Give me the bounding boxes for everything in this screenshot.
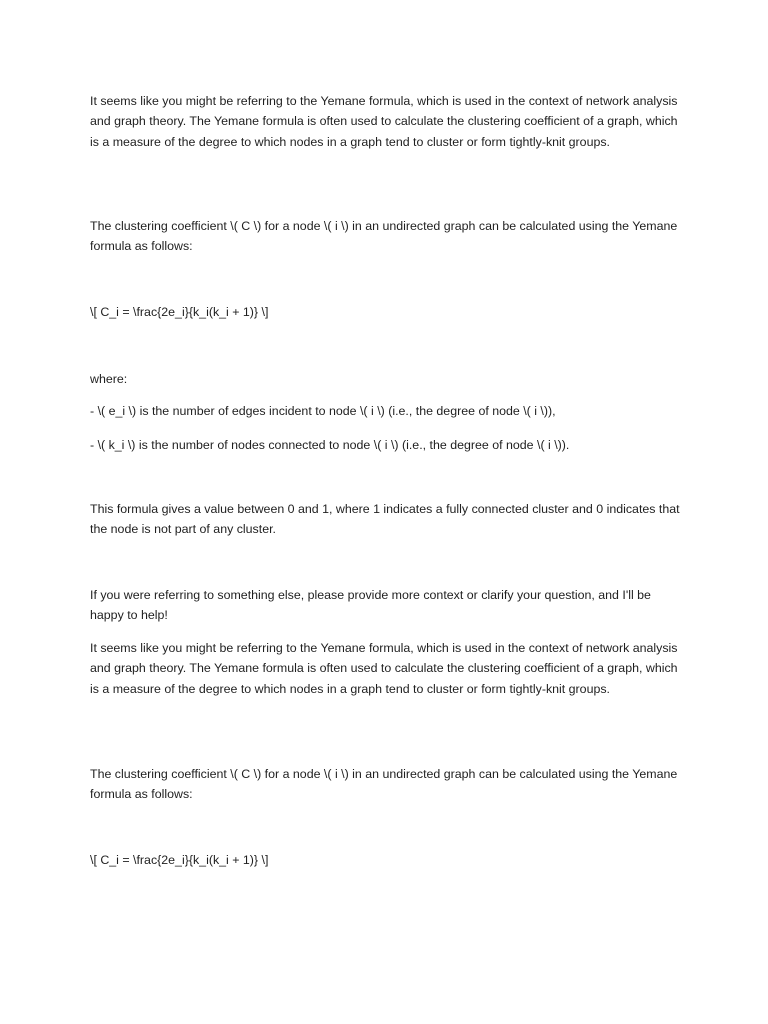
formula-line: \[ C_i = \frac{2e_i}{k_i(k_i + 1)} \] [90, 305, 269, 319]
list-item-ei: - \( e_i \) is the number of edges incident to node \( i \) (i.e., the degree of node \( i \)), [90, 404, 556, 418]
paragraph-clustering-definition-repeat: The clustering coefficient \( C \) for a node \( i \) in an undirected graph can be calculated using the Yemane formula as follows: [90, 767, 678, 802]
paragraph-value-range: This formula gives a value between 0 and 1, where 1 indicates a fully connected cluster and 0 indicates that the node is not part of any cluster. [90, 502, 680, 537]
list-item-ki: - \( k_i \) is the number of nodes connected to node \( i \) (i.e., the degree of node \( i \)). [90, 438, 570, 452]
paragraph-intro: It seems like you might be referring to the Yemane formula, which is used in the context of network analysis and graph theory. The Yemane formula is often used to calculate the clustering coefficient of a graph, which is a measure of the degree to which nodes in a graph tend to cluster or form tightly-knit groups. [90, 94, 678, 149]
formula-line-repeat: \[ C_i = \frac{2e_i}{k_i(k_i + 1)} \] [90, 853, 269, 867]
paragraph-intro-repeat: It seems like you might be referring to the Yemane formula, which is used in the context of network analysis and graph theory. The Yemane formula is often used to calculate the clustering coefficient of a graph, which is a measure of the degree to which nodes in a graph tend to cluster or form tightly-knit groups. [90, 641, 678, 696]
paragraph-where: where: [90, 372, 128, 386]
paragraph-clustering-definition: The clustering coefficient \( C \) for a node \( i \) in an undirected graph can be calculated using the Yemane formula as follows: [90, 219, 678, 254]
paragraph-closing: If you were referring to something else, please provide more context or clarify your question, and I'll be happy to help! [90, 588, 651, 623]
